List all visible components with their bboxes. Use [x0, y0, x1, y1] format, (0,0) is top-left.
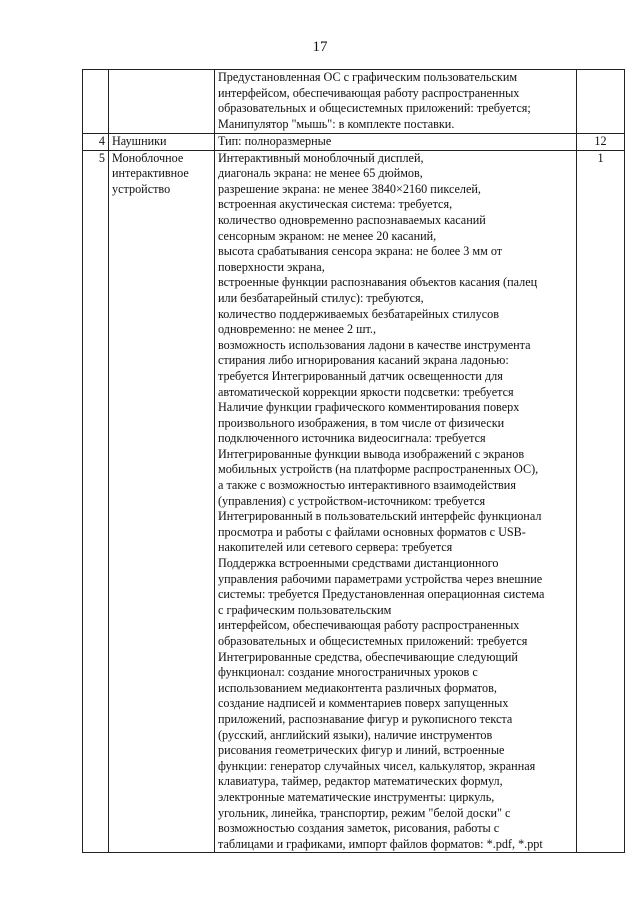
spec-line: интерфейсом, обеспечивающая работу распространенных	[218, 618, 520, 633]
spec-line: стирания либо игнорирования касаний экрана ладонью:	[218, 353, 509, 368]
spec-line: клавиатура, таймер, редактор математических формул,	[218, 774, 503, 789]
spec-line: количество одновременно распознаваемых касаний	[218, 212, 486, 227]
spec-line: системы: требуется Предустановленная операционная система	[218, 587, 545, 602]
spec-line: одновременно: не менее 2 шт.,	[218, 322, 377, 337]
spec-line: приложений, распознавание фигур и рукописного текста	[218, 711, 513, 726]
spec-line: электронные математические инструменты: циркуль,	[218, 789, 495, 804]
spec-line: функции: генератор случайных чисел, калькулятор, экранная	[218, 758, 536, 773]
spec-line: возможность использования ладони в качестве инструмента	[218, 337, 531, 352]
spec-lines	[218, 70, 573, 132]
spec-lines	[218, 151, 573, 853]
spec-line: Тип: полноразмерные	[218, 134, 332, 148]
spec-line: образовательных и общесистемных приложений: требуется;	[218, 101, 531, 116]
spec-line: Предустановленная ОС с графическим пользовательским	[218, 70, 518, 84]
spec-line: интерфейсом, обеспечивающая работу распространенных	[218, 85, 520, 100]
spec-line: Интегрированный в пользовательский интерфейс функционал	[218, 509, 542, 524]
spec-line: встроенные функции распознавания объектов касания (палец	[218, 275, 538, 290]
spec-line: автоматической коррекции яркости подсветки: требуется	[218, 384, 514, 399]
spec-lines	[218, 134, 573, 150]
page-number: 17	[312, 39, 328, 55]
spec-line: функционал: создание многостраничных уроков с	[218, 665, 478, 680]
spec-line: разрешение экрана: не менее 3840×2160 пикселей,	[218, 181, 481, 196]
spec-line: поверхности экрана,	[218, 259, 325, 274]
item-spec	[215, 150, 577, 853]
item-quantity: 1	[577, 150, 625, 853]
spec-line: подключенного источника видеосигнала: требуется	[218, 431, 486, 446]
spec-line: или безбатарейный стилус): требуются,	[218, 290, 424, 305]
spec-line: (управления) с устройством-источником: требуется	[218, 493, 486, 508]
row-number: 5	[83, 150, 109, 853]
spec-line: диагональ экрана: не менее 65 дюймов,	[218, 166, 423, 181]
spec-line: (русский, английский языки), наличие инструментов	[218, 727, 493, 742]
table-row	[83, 70, 625, 134]
spec-line: Интерактивный моноблочный дисплей,	[218, 150, 424, 165]
spec-line: угольник, линейка, транспортир, режим "белой доски" с	[218, 805, 511, 820]
spec-line: накопителей или сетевого сервера: требуется	[218, 540, 453, 555]
spec-line: управления рабочими параметрами устройства через внешние	[218, 571, 543, 586]
spec-line: рисования геометрических фигур и линий, встроенные	[218, 743, 505, 758]
spec-line: Интегрированные средства, обеспечивающие следующий	[218, 649, 518, 664]
spec-line: требуется Интегрированный датчик освещенности для	[218, 368, 503, 383]
spec-line: количество поддерживаемых безбатарейных стилусов	[218, 306, 499, 321]
row-number	[83, 70, 109, 134]
item-name: Наушники	[109, 134, 215, 151]
item-name: Моноблочное интерактивное устройство	[109, 150, 215, 853]
spec-line: мобильных устройств (на платформе распространенных ОС),	[218, 462, 539, 477]
spec-line: сенсорным экраном: не менее 20 касаний,	[218, 228, 437, 243]
item-quantity	[577, 70, 625, 134]
spec-line: таблицами и графиками, импорт файлов форматов: *.pdf, *.ppt	[218, 836, 543, 851]
item-spec	[215, 70, 577, 134]
table-row	[83, 150, 625, 853]
spec-line: произвольного изображения, в том числе от физически	[218, 415, 505, 430]
spec-line: образовательных и общесистемных приложений: требуется	[218, 634, 528, 648]
item-spec	[215, 134, 577, 151]
table-row	[83, 134, 625, 151]
spec-line: просмотра и работы с файлами основных форматов с USB-	[218, 524, 526, 539]
spec-line: высота срабатывания сенсора экрана: не более 3 мм от	[218, 244, 503, 259]
spec-line: Манипулятор "мышь": в комплекте поставки.	[218, 116, 455, 131]
spec-line: Интегрированные функции вывода изображений с экранов	[218, 446, 525, 461]
spec-line: создание надписей и комментариев поверх запущенных	[218, 696, 509, 711]
spec-line: использованием медиаконтента различных форматов,	[218, 680, 497, 695]
equipment-table	[82, 69, 625, 853]
item-quantity: 12	[577, 134, 625, 151]
spec-line: Наличие функции графического комментирования поверх	[218, 400, 520, 415]
spec-line: а также с возможностью интерактивного взаимодействия	[218, 478, 516, 493]
spec-line: возможностью создания заметок, рисования, работы с	[218, 821, 500, 836]
spec-line: встроенная акустическая система: требуется,	[218, 197, 453, 212]
spec-line: с графическим пользовательским	[218, 602, 392, 617]
item-name	[109, 70, 215, 134]
spec-line: Поддержка встроенными средствами дистанционного	[218, 556, 499, 571]
row-number: 4	[83, 134, 109, 151]
